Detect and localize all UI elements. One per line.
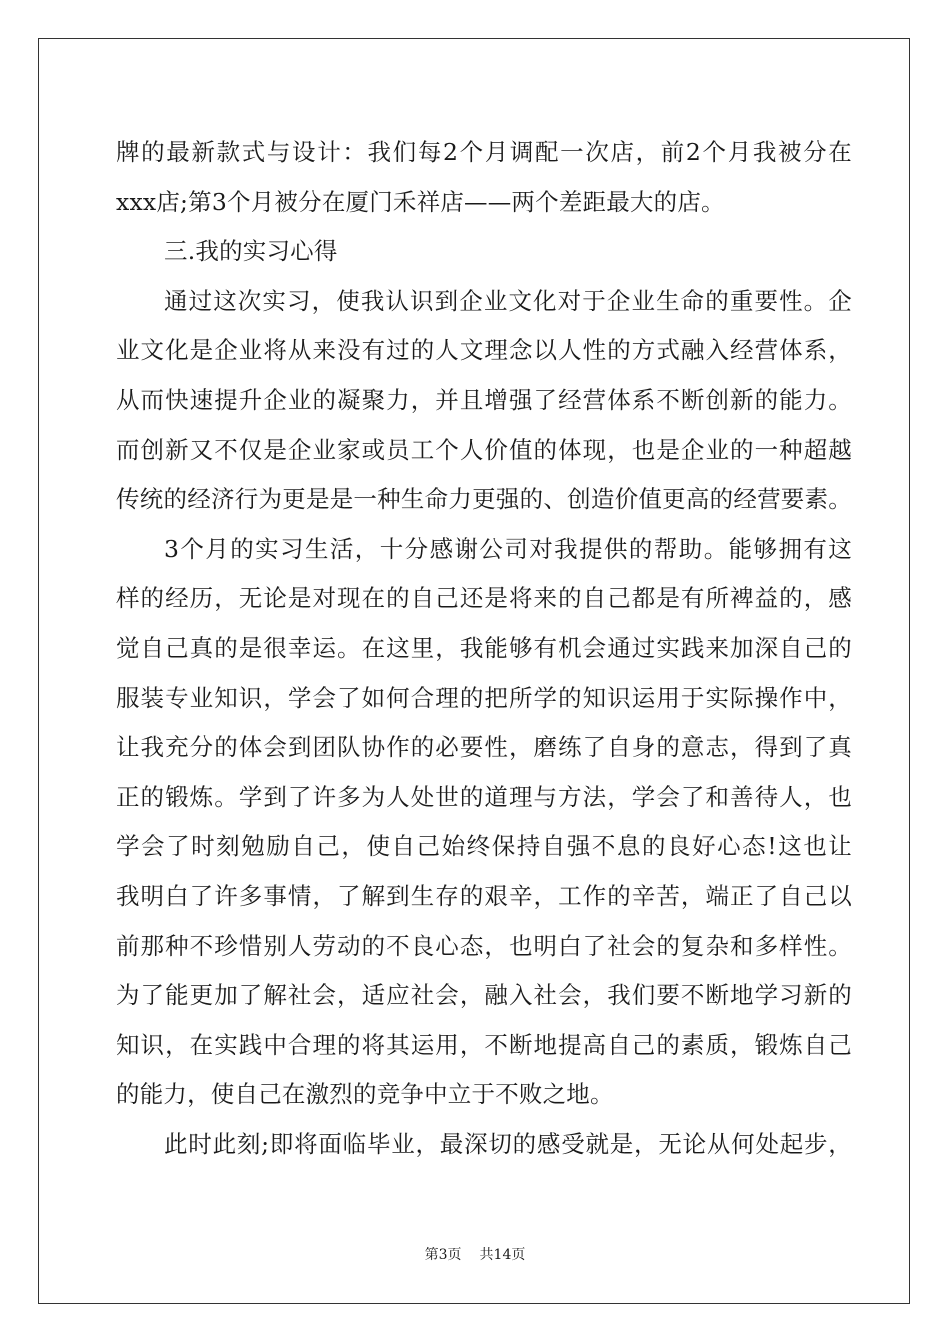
text-line: 我明白了许多事情，了解到生存的艰辛，工作的辛苦，端正了自己以 xyxy=(116,881,852,910)
text-line: 通过这次实习，使我认识到企业文化对于企业生命的重要性。企 xyxy=(164,286,852,315)
text-line: 为了能更加了解社会，适应社会，融入社会，我们要不断地学习新的 xyxy=(116,981,852,1010)
text-line: 3个月的实习生活，十分感谢公司对我提供的帮助。能够拥有这 xyxy=(164,534,852,563)
text-line: 传统的经济行为更是是一种生命力更强的、创造价值更高的经营要素。 xyxy=(116,485,852,514)
text-line: 服装专业知识，学会了如何合理的把所学的知识运用于实际操作中， xyxy=(116,683,852,712)
document-body xyxy=(116,128,852,1169)
text-line: 知识，在实践中合理的将其运用，不断地提高自己的素质，锻炼自己 xyxy=(116,1030,852,1059)
text-line: 而创新又不仅是企业家或员工个人价值的体现，也是企业的一种超越 xyxy=(116,435,852,464)
text-line: 样的经历，无论是对现在的自己还是将来的自己都是有所裨益的，感 xyxy=(116,584,852,613)
text-line: 正的锻炼。学到了许多为人处世的道理与方法，学会了和善待人，也 xyxy=(116,782,852,811)
text-line: 觉自己真的是很幸运。在这里，我能够有机会通过实践来加深自己的 xyxy=(116,633,852,662)
text-line: 学会了时刻勉励自己，使自己始终保持自强不息的良好心态!这也让 xyxy=(116,832,852,861)
page-number: 第3页 xyxy=(424,1247,462,1263)
text-line: xxx店;第3个月被分在厦门禾祥店——两个差距最大的店。 xyxy=(116,187,725,216)
text-line: 从而快速提升企业的凝聚力，并且增强了经营体系不断创新的能力。 xyxy=(116,385,852,414)
text-line: 牌的最新款式与设计：我们每2个月调配一次店，前2个月我被分在 xyxy=(116,138,852,166)
text-line: 业文化是企业将从来没有过的人文理念以人性的方式融入经营体系， xyxy=(116,336,852,365)
text-line: 让我充分的体会到团队协作的必要性，磨练了自身的意志，得到了真 xyxy=(116,733,852,762)
text-line: 前那种不珍惜别人劳动的不良心态，也明白了社会的复杂和多样性。 xyxy=(116,931,852,960)
page-total: 共14页 xyxy=(479,1247,526,1263)
section-heading: 三.我的实习心得 xyxy=(164,237,338,266)
text-line: 的能力，使自己在激烈的竞争中立于不败之地。 xyxy=(116,1080,614,1109)
text-line: 此时此刻;即将面临毕业，最深切的感受就是，无论从何处起步， xyxy=(164,1129,852,1158)
page-footer xyxy=(0,1244,950,1264)
